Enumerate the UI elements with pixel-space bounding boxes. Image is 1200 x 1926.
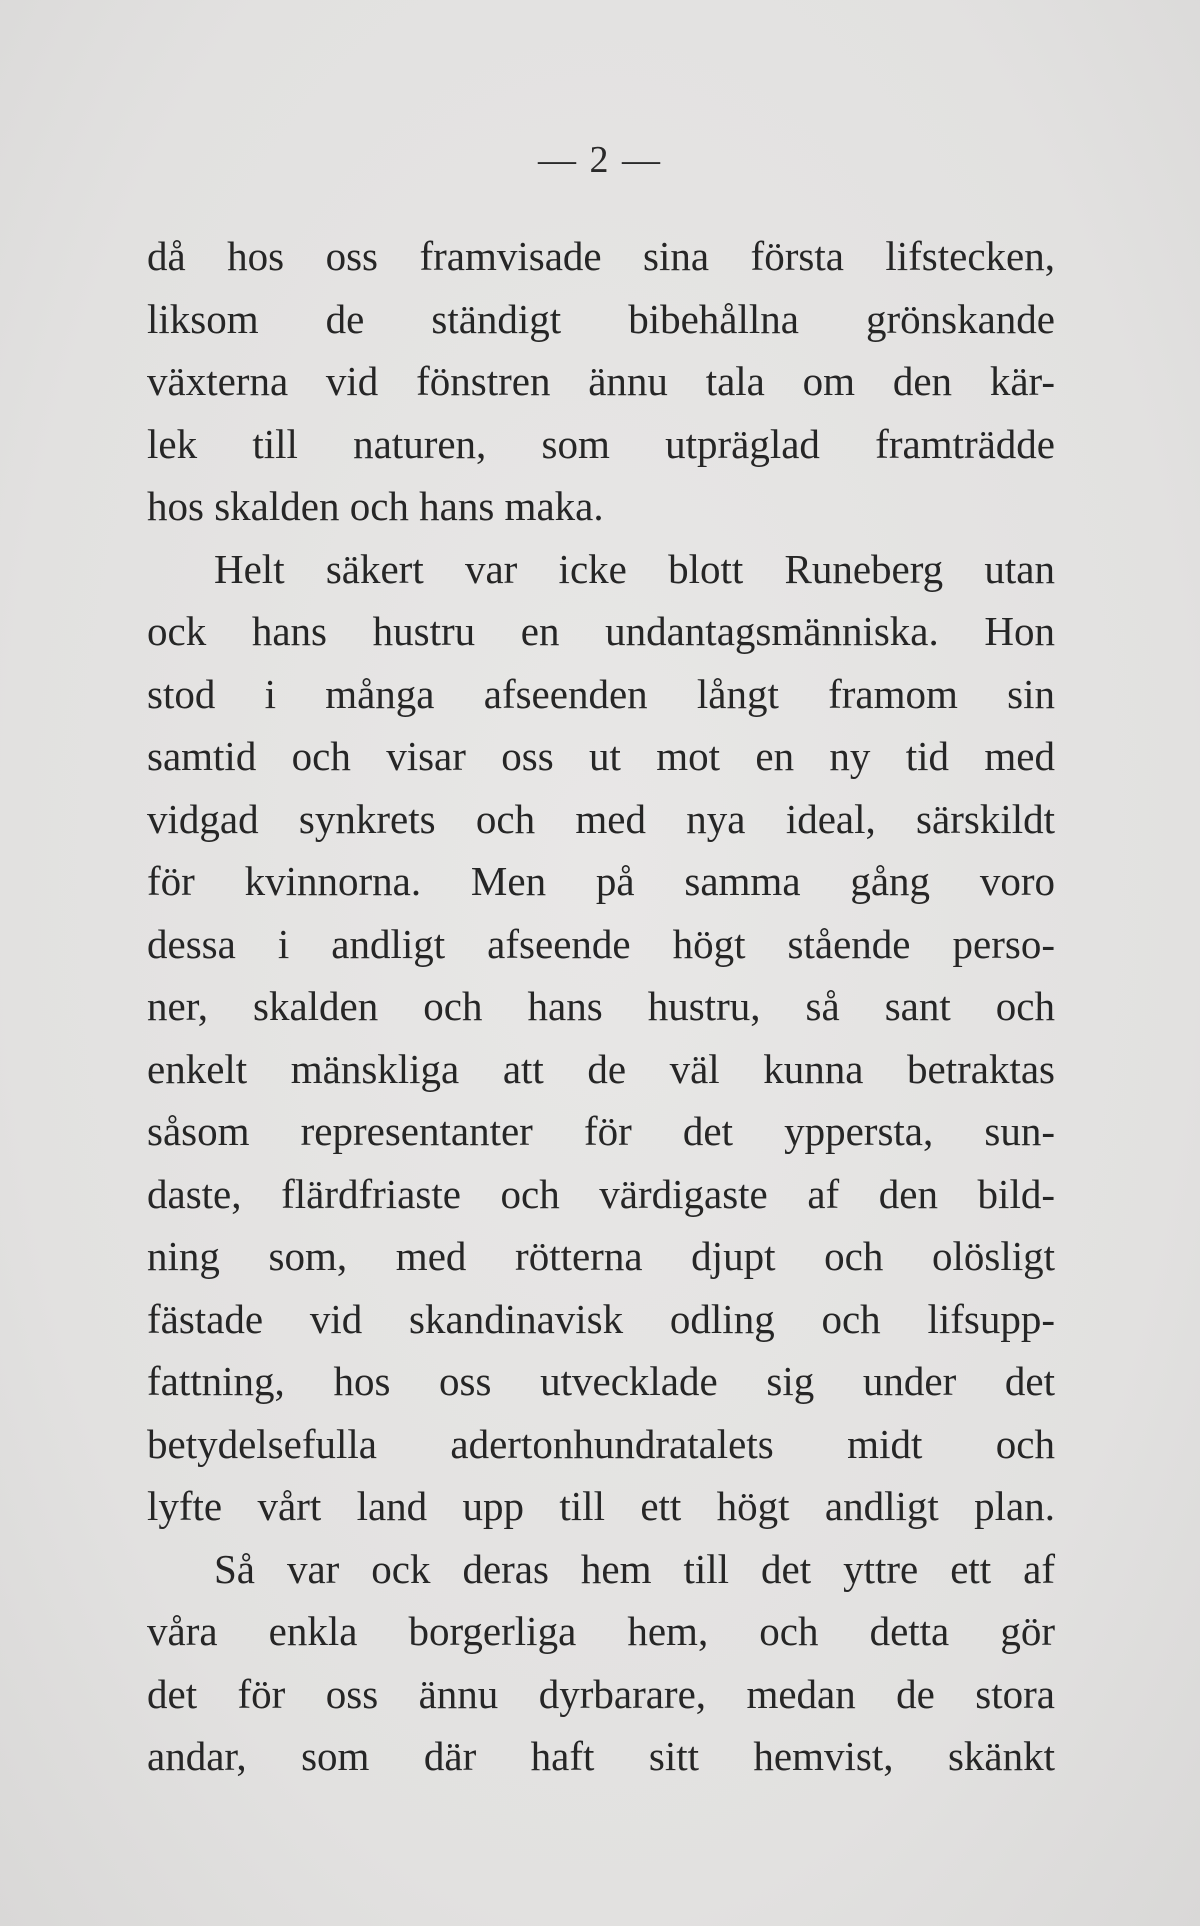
text-line: våra enkla borgerliga hem, och detta gör: [147, 1608, 1055, 1654]
text-line: hos skalden och hans maka.: [147, 483, 604, 529]
paragraph-start-line: Helt säkert var icke blott Runeberg utan: [214, 545, 1055, 592]
text-line: för kvinnorna. Men på samma gång voro: [147, 858, 1055, 904]
text-line: liksom de ständigt bibehållna grönskande: [147, 295, 1055, 342]
text-line: ner, skalden och hans hustru, så sant och: [147, 983, 1055, 1029]
text-line: stod i många afseenden långt framom sin: [147, 670, 1055, 717]
text-line: enkelt mänskliga att de väl kunna betraktas: [147, 1045, 1055, 1092]
text-line: såsom representanter för det yppersta, sun-: [147, 1108, 1055, 1154]
text-line: fästade vid skandinavisk odling och lifsupp-: [147, 1295, 1055, 1342]
text-line: lyfte vårt land upp till ett högt andligt plan.: [147, 1483, 1055, 1529]
text-line: andar, som där haft sitt hemvist, skänkt: [147, 1733, 1055, 1779]
text-line: betydelsefulla adertonhundratalets midt och: [147, 1420, 1055, 1467]
text-line: ning som, med rötterna djupt och olösligt: [147, 1233, 1055, 1279]
text-line: lek till naturen, som utpräglad framträdde: [147, 420, 1055, 467]
page-number: — 2 —: [538, 139, 662, 181]
text-line: vidgad synkrets och med nya ideal, särskildt: [147, 795, 1055, 842]
text-line: fattning, hos oss utvecklade sig under det: [147, 1358, 1055, 1404]
text-line: dessa i andligt afseende högt stående perso-: [147, 920, 1055, 967]
text-line: ock hans hustru en undantagsmänniska. Hon: [147, 608, 1055, 654]
text-line: daste, flärdfriaste och värdigaste af den bild-: [147, 1170, 1055, 1217]
text-line: det för oss ännu dyrbarare, medan de stora: [147, 1670, 1055, 1717]
text-line: samtid och visar oss ut mot en ny tid med: [147, 733, 1055, 779]
text-line: då hos oss framvisade sina första lifstecken,: [147, 233, 1055, 279]
paragraph-start-line: Så var ock deras hem till det yttre ett af: [214, 1545, 1055, 1592]
text-line: växterna vid fönstren ännu tala om den kär-: [147, 358, 1055, 404]
body-text: [147, 225, 1055, 1788]
